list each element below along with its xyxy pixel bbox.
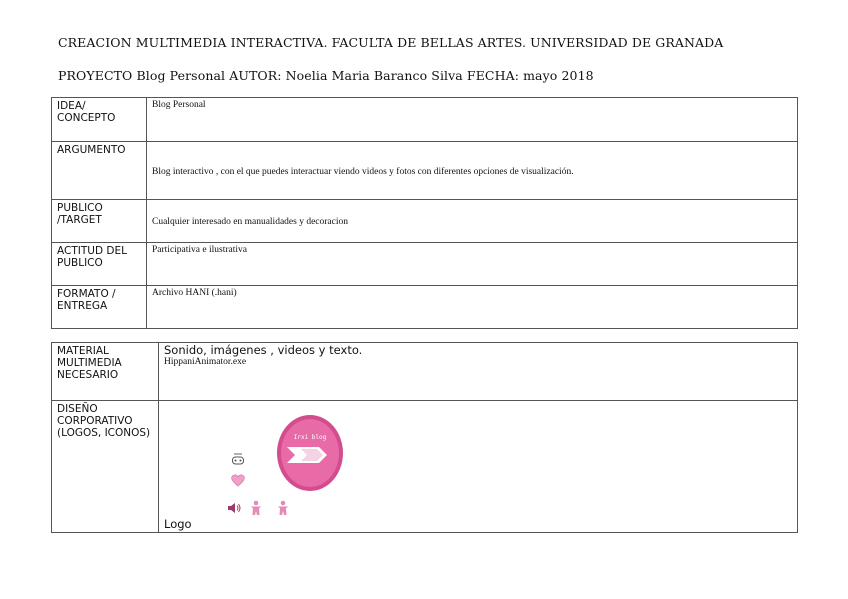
row-label-diseno: DISEÑO CORPORATIVO (LOGOS, ICONOS) — [52, 401, 159, 533]
row-value-argumento: Blog interactivo , con el que puedes interactuar viendo videos y fotos con diferentes opciones de visualización. — [147, 142, 798, 200]
table-row — [52, 401, 798, 533]
row-value-formato: Archivo HANI (.hani) — [147, 286, 798, 329]
table-row — [52, 98, 798, 142]
material-line: Sonido, imágenes , videos y texto. — [164, 343, 363, 357]
gingerbread-icon — [277, 500, 289, 516]
gamepad-icon — [231, 452, 245, 466]
row-value-material — [159, 343, 798, 401]
row-value-diseno — [159, 401, 798, 533]
material-software: HippaniAnimator.exe — [164, 357, 247, 367]
row-value-actitud: Participativa e ilustrativa — [147, 243, 798, 286]
logo-text: Irxi blog — [293, 434, 327, 441]
row-label-formato: FORMATO / ENTREGA — [52, 286, 147, 329]
project-table — [51, 97, 798, 329]
row-label-idea: IDEA/ CONCEPTO — [52, 98, 147, 142]
speaker-icon — [226, 501, 242, 515]
row-label-publico: PUBLICO /TARGET — [52, 200, 147, 243]
row-label-actitud: ACTITUD DEL PUBLICO — [52, 243, 147, 286]
table-row — [52, 286, 798, 329]
logo-caption: Logo — [164, 517, 192, 531]
gingerbread-icon — [250, 500, 262, 516]
table-row — [52, 343, 798, 401]
resources-table — [51, 342, 798, 533]
row-label-argumento: ARGUMENTO — [52, 142, 147, 200]
logo-badge-icon — [275, 413, 345, 493]
row-value-idea: Blog Personal — [147, 98, 798, 142]
row-value-publico: Cualquier interesado en manualidades y decoracion — [147, 200, 798, 243]
table-row — [52, 243, 798, 286]
document-title: CREACION MULTIMEDIA INTERACTIVA. FACULTA DE BELLAS ARTES. UNIVERSIDAD DE GRANADA — [58, 35, 724, 50]
heart-icon — [230, 473, 246, 487]
design-area — [159, 401, 797, 532]
row-label-material: MATERIAL MULTIMEDIA NECESARIO — [52, 343, 159, 401]
table-row — [52, 142, 798, 200]
table-row — [52, 200, 798, 243]
project-info: PROYECTO Blog Personal AUTOR: Noelia Maria Baranco Silva FECHA: mayo 2018 — [58, 68, 594, 83]
